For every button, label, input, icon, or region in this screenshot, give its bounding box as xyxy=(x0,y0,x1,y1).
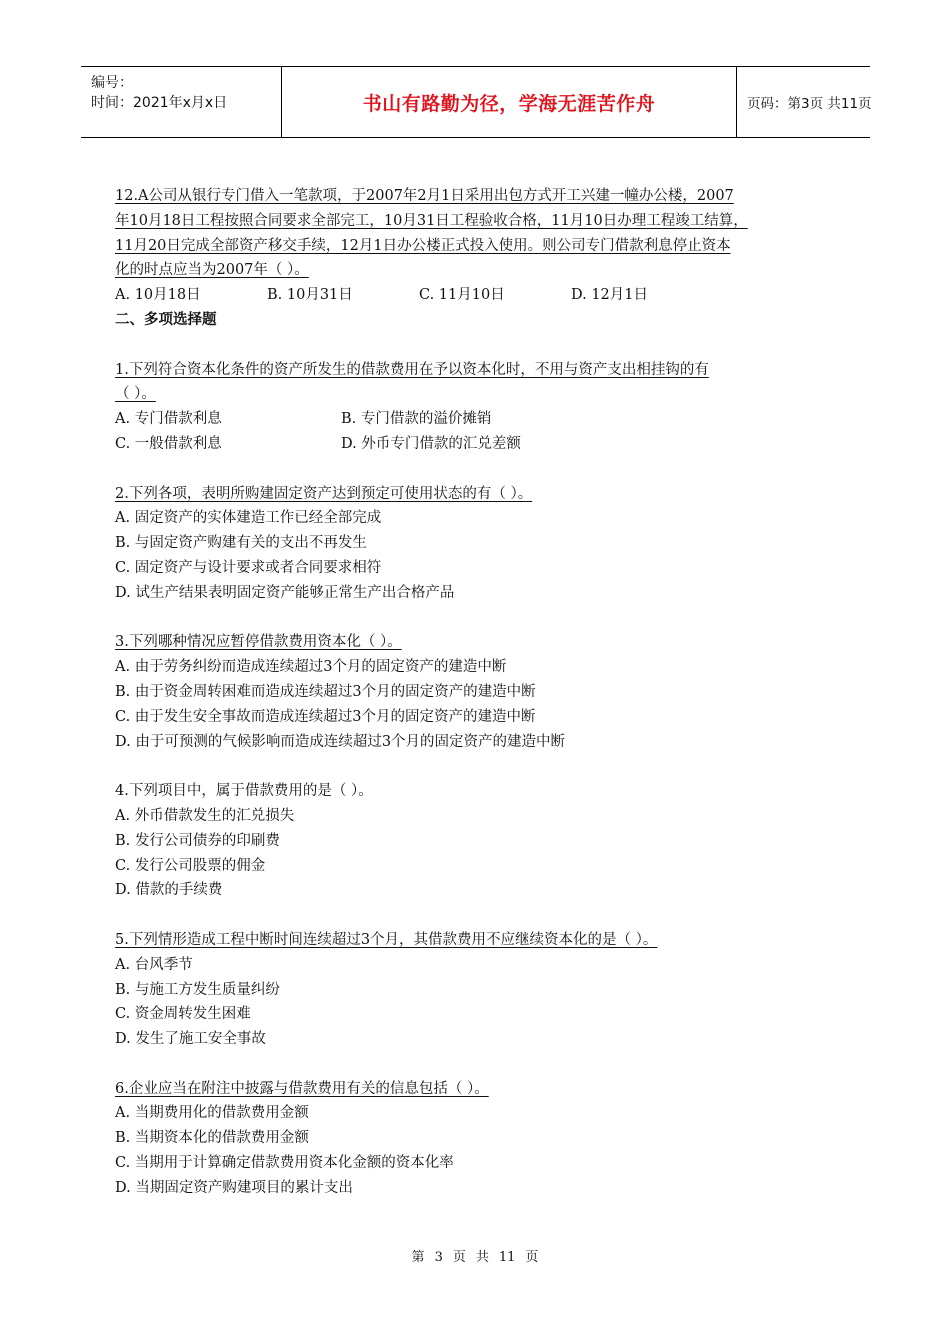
option-b: B. 当期资本化的借款费用金额 xyxy=(115,1130,309,1147)
option-d: D. 当期固定资产购建项目的累计支出 xyxy=(115,1179,353,1196)
footer-page-number: 3 xyxy=(434,1250,443,1265)
option-a: A. 专门借款利息 xyxy=(115,411,222,428)
question-stem: 5.下列情形造成工程中断时间连续超过3个月，其借款费用不应继续资本化的是（ ）。 xyxy=(115,931,658,948)
option-b: B. 10月31日 xyxy=(267,287,353,304)
option-c: C. 由于发生安全事故而造成连续超过3个月的固定资产的建造中断 xyxy=(115,708,536,725)
question-3 xyxy=(115,630,855,754)
option-a: A. 外币借款发生的汇兑损失 xyxy=(115,807,295,824)
document-number-label: 编号： xyxy=(91,75,133,91)
options-row xyxy=(115,432,855,457)
document-date: 时间：2021年x月x日 xyxy=(91,95,228,111)
footer-di: 第 xyxy=(411,1250,425,1265)
option-b: B. 由于资金周转困难而造成连续超过3个月的固定资产的建造中断 xyxy=(115,683,536,700)
header-right-cell xyxy=(737,67,870,137)
footer-gong: 共 xyxy=(475,1250,489,1265)
option-b: B. 专门借款的溢价摊销 xyxy=(341,411,492,428)
question-1 xyxy=(115,358,855,457)
option-d: D. 由于可预测的气候影响而造成连续超过3个月的固定资产的建造中断 xyxy=(115,733,566,750)
question-stem-line: 11月20日完成全部资产移交手续，12月1日办公楼正式投入使用。则公司专门借款利息停止资本 xyxy=(115,237,731,254)
document-body xyxy=(115,184,855,1201)
question-6 xyxy=(115,1077,855,1201)
question-stem: 2.下列各项，表明所购建固定资产达到预定可使用状态的有（ ）。 xyxy=(115,485,533,502)
option-c: C. 11月10日 xyxy=(419,287,505,304)
option-d: D. 发生了施工安全事故 xyxy=(115,1031,266,1048)
option-d: D. 外币专门借款的汇兑差额 xyxy=(341,435,521,452)
option-d: D. 试生产结果表明固定资产能够正常生产出合格产品 xyxy=(115,584,455,601)
question-5 xyxy=(115,928,855,1052)
header-motto-cell xyxy=(281,67,737,137)
question-stem-line: 12.A公司从银行专门借入一笔款项，于2007年2月1日采用出包方式开工兴建一幢办公楼，2007 xyxy=(115,188,734,204)
page-header xyxy=(81,66,870,138)
question-stem-line: 1.下列符合资本化条件的资产所发生的借款费用在予以资本化时，不用与资产支出相挂钩的有 xyxy=(115,361,709,378)
question-stem: 4.下列项目中，属于借款费用的是（ ）。 xyxy=(115,783,373,800)
option-a: A. 10月18日 xyxy=(115,287,201,304)
question-4 xyxy=(115,779,855,903)
section-title: 二、多项选择题 xyxy=(115,311,217,328)
question-stem-line: 年10月18日工程按照合同要求全部完工，10月31日工程验收合格，11月10日办理工程竣工结算， xyxy=(115,212,748,229)
option-c: C. 资金周转发生困难 xyxy=(115,1006,251,1023)
question-stem: 3.下列哪种情况应暂停借款费用资本化（ ）。 xyxy=(115,634,402,651)
footer-ye: 页 xyxy=(452,1250,466,1265)
footer-ye: 页 xyxy=(525,1250,539,1265)
page-footer xyxy=(0,1246,950,1265)
option-b: B. 发行公司债券的印刷费 xyxy=(115,832,280,849)
option-d: D. 12月1日 xyxy=(571,287,649,304)
option-b: B. 与固定资产购建有关的支出不再发生 xyxy=(115,535,367,552)
page-info: 页码：第3页 共11页 xyxy=(747,96,872,112)
question-12 xyxy=(115,184,855,308)
option-d: D. 借款的手续费 xyxy=(115,882,223,899)
option-b: B. 与施工方发生质量纠纷 xyxy=(115,981,280,998)
question-stem-line: 化的时点应当为2007年（ ）。 xyxy=(115,262,309,279)
question-stem: 6.企业应当在附注中披露与借款费用有关的信息包括（ ）。 xyxy=(115,1080,489,1097)
option-c: C. 发行公司股票的佣金 xyxy=(115,857,266,874)
option-a: A. 当期费用化的借款费用金额 xyxy=(115,1105,309,1122)
option-a: A. 固定资产的实体建造工作已经全部完成 xyxy=(115,510,382,527)
options-row xyxy=(115,283,855,308)
footer-total-pages: 11 xyxy=(498,1250,516,1265)
options-row xyxy=(115,407,855,432)
option-a: A. 由于劳务纠纷而造成连续超过3个月的固定资产的建造中断 xyxy=(115,659,507,676)
header-left-cell xyxy=(81,67,281,137)
option-c: C. 一般借款利息 xyxy=(115,435,222,452)
option-c: C. 固定资产与设计要求或者合同要求相符 xyxy=(115,559,382,576)
question-2 xyxy=(115,482,855,606)
question-stem-line: （ ）。 xyxy=(115,386,156,403)
motto: 书山有路勤为径，学海无涯苦作舟 xyxy=(362,92,656,115)
option-c: C. 当期用于计算确定借款费用资本化金额的资本化率 xyxy=(115,1155,454,1172)
option-a: A. 台风季节 xyxy=(115,956,193,973)
